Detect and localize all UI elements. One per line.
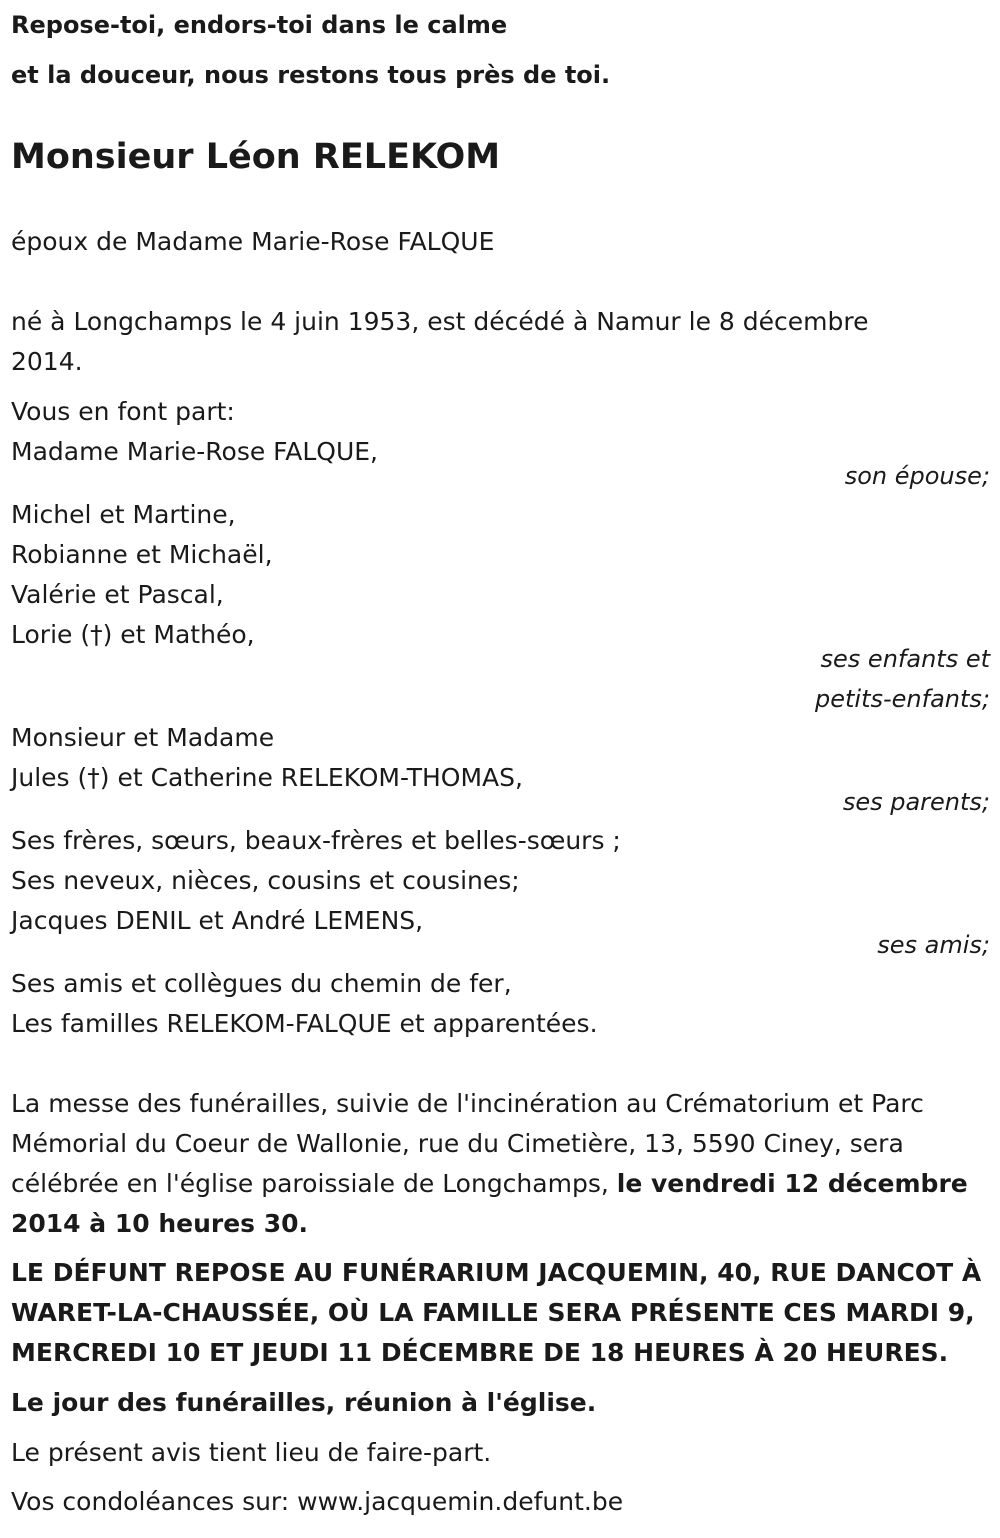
condolences-line: Vos condoléances sur: www.jacquemin.defunt.be (11, 1487, 624, 1516)
friends-role: ses amis; (877, 931, 990, 959)
visitation-line-1: LE DÉFUNT REPOSE AU FUNÉRARIUM JACQUEMIN, 40, RUE DANCOT À (11, 1258, 982, 1287)
visitation-line-3: MERCREDI 10 ET JEUDI 11 DÉCEMBRE DE 18 HEURES À 20 HEURES. (11, 1338, 949, 1367)
birth-death-line-1: né à Longchamps le 4 juin 1953, est décédé à Namur le 8 décembre (11, 307, 869, 336)
spouse-name: Madame Marie-Rose FALQUE, (11, 437, 379, 466)
parents-line-1: Monsieur et Madame (11, 723, 275, 752)
spouse-role: son épouse; (844, 462, 990, 490)
child-line: Michel et Martine, (11, 500, 236, 529)
ceremony-time: 2014 à 10 heures 30. (11, 1209, 309, 1238)
notice-line: Le présent avis tient lieu de faire-part. (11, 1438, 492, 1467)
poem-line-2: et la douceur, nous restons tous près de toi. (11, 61, 611, 89)
children-role-2: petits-enfants; (815, 685, 990, 713)
deceased-name: Monsieur Léon RELEKOM (11, 137, 501, 177)
family-intro: Vous en font part: (11, 397, 235, 426)
relatives-line: Jacques DENIL et André LEMENS, (11, 906, 424, 935)
poem-line-1: Repose-toi, endors-toi dans le calme (11, 11, 508, 39)
ceremony-date: le vendredi 12 décembre (616, 1169, 968, 1198)
parents-role: ses parents; (842, 788, 990, 816)
closing-line: Ses amis et collègues du chemin de fer, (11, 969, 512, 998)
ceremony-line-2: Mémorial du Coeur de Wallonie, rue du Cimetière, 13, 5590 Ciney, sera (11, 1129, 904, 1158)
child-line: Valérie et Pascal, (11, 580, 224, 609)
birth-death-line-2: 2014. (11, 347, 83, 376)
parents-line-2: Jules (†) et Catherine RELEKOM-THOMAS, (11, 763, 523, 792)
closing-line: Les familles RELEKOM-FALQUE et apparentées. (11, 1009, 598, 1038)
visitation-line-2: WARET-LA-CHAUSSÉE, OÙ LA FAMILLE SERA PRÉSENTE CES MARDI 9, (11, 1298, 975, 1327)
children-role-1: ses enfants et (820, 645, 990, 673)
ceremony-line-3-plain: célébrée en l'église paroissiale de Longchamps, (11, 1169, 617, 1198)
child-line: Lorie (†) et Mathéo, (11, 620, 255, 649)
child-line: Robianne et Michaël, (11, 540, 273, 569)
meeting-note: Le jour des funérailles, réunion à l'église. (11, 1388, 597, 1417)
spouse-line: époux de Madame Marie-Rose FALQUE (11, 227, 495, 256)
ceremony-line-3 (11, 1164, 990, 1204)
relatives-line: Ses neveux, nièces, cousins et cousines; (11, 866, 520, 895)
ceremony-line-1: La messe des funérailles, suivie de l'incinération au Crématorium et Parc (11, 1089, 924, 1118)
relatives-line: Ses frères, sœurs, beaux-frères et belles-sœurs ; (11, 826, 621, 855)
